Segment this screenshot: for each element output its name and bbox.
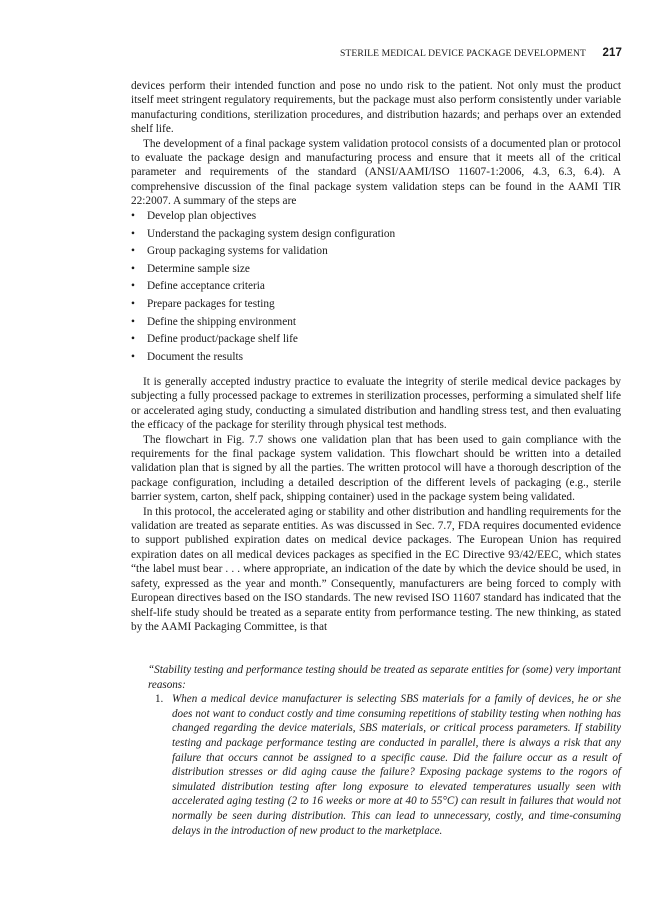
list-item: [131, 278, 621, 296]
step-text: Define acceptance criteria: [147, 280, 265, 293]
step-text: Document the results: [147, 350, 244, 363]
step-text: Define the shipping environment: [147, 315, 297, 328]
list-item: [131, 331, 621, 349]
bullet-icon: •: [131, 350, 135, 363]
bullet-icon: •: [131, 333, 135, 346]
block-quote: [148, 663, 621, 838]
step-text: Understand the packaging system design configuration: [147, 227, 396, 240]
body-paragraph-2: The flowchart in Fig. 7.7 shows one validation plan that has been used to gain compliance with the requirements for the final package system validation. This flowchart should be written into a detailed validation plan that is signed by all the parties. The written protocol will have a thorough description of the package configuration, including a detailed description of the different levels of packaging (e.g., sterile barrier system, carton, shelf pack, shipping container) used in the package system being validated.: [131, 433, 621, 504]
list-item: [131, 261, 621, 279]
list-item: [131, 226, 621, 244]
bullet-icon: •: [131, 245, 135, 258]
bullet-icon: •: [131, 227, 135, 240]
list-item: [131, 208, 621, 226]
bullet-icon: •: [131, 210, 135, 222]
list-item: [131, 314, 621, 332]
step-text: Prepare packages for testing: [147, 297, 275, 310]
bullet-icon: •: [131, 262, 135, 275]
bullet-icon: •: [131, 315, 135, 328]
step-text: Group packaging systems for validation: [147, 245, 328, 258]
step-text: Determine sample size: [147, 262, 250, 275]
intro-section: [131, 79, 621, 209]
quote-list: [148, 692, 621, 838]
running-title: STERILE MEDICAL DEVICE PACKAGE DEVELOPMENT: [340, 48, 586, 59]
step-text: Define product/package shelf life: [147, 333, 298, 346]
validation-steps-list: [131, 208, 621, 366]
quote-lead: “Stability testing and performance testing should be treated as separate entities for (some) very important reasons:: [148, 664, 621, 691]
bullet-icon: •: [131, 297, 135, 310]
quote-item-number: 1.: [155, 693, 164, 706]
body-section: [131, 375, 621, 634]
list-item: [131, 243, 621, 261]
quote-item-text: When a medical device manufacturer is selecting SBS materials for a family of devices, he or she does not want to conduct costly and time consuming repetitions of stability testing when nothing has changed regarding the device materials, SBS materials, or critical process parameters. If stability testing and package performance testing are conducted in parallel, there is always a risk that any failure that occurs cannot be assigned to a specific cause. Did the failure occur as a result of distribution stresses or did aging cause the failure? Exposing package systems to the rogors of simulated distribution testing after long exposure to elevated temperatures usually seen with accelerated aging testing (2 to 16 weeks or more at 40 to 55°C) can result in failures that would not normally be seen during distribution. This can lead to unnecessary, costly, and time-consuming delays in the introduction of new product to the marketplace.: [172, 693, 621, 837]
bullet-icon: •: [131, 280, 135, 293]
running-header: [62, 47, 622, 59]
body-paragraph-3: In this protocol, the accelerated aging or stability and other distribution and handling requirements for the validation are treated as separate entities. As was discussed in Sec. 7.7, FDA requires documented evidence to support published expiration dates on medical device packages. The European Union has required expiration dates on all medical devices packages as specified in the EC Directive 93/42/EEC, which states “the label must bear . . . where appropriate, an indication of the date by which the device should be used, in safety, expressed as the year and month.” Consequently, manufacturers are being forced to comply with European directives based on the ISO standards. The new revised ISO 11607 standard has indicated that the shelf-life study should be treated as a separate entity from performance testing. The new thinking, as stated by the AAMI Packaging Committee, is that: [131, 505, 621, 633]
list-item: [131, 296, 621, 314]
step-text: Develop plan objectives: [147, 210, 257, 222]
intro-paragraph-1: devices perform their intended function and pose no undo risk to the patient. Not only must the product itself meet stringent regulatory requirements, but the package must also perform consistently under variable manufacturing conditions, sterilization procedures, and distribution hazards; and perhaps over an extended shelf life.: [131, 80, 621, 136]
list-item: [148, 692, 621, 838]
list-item: [131, 349, 621, 367]
body-paragraph-1: It is generally accepted industry practice to evaluate the integrity of sterile medical device packages by subjecting a fully processed package to extremes in sterilization processes, performing a simulated shelf life or accelerated aging study, conducting a simulated distribution and handling stress test, and then evaluating the efficacy of the package for sterility through physical test methods.: [131, 376, 621, 432]
intro-paragraph-2: The development of a final package system validation protocol consists of a documented plan or protocol to evaluate the package design and manufacturing process and ensure that it meets all of the critical parameter and requirements of the standard (ANSI/AAMI/ISO 11607-1:2006, 4.3, 6.3, 6.4). A comprehensive discussion of the final package system validation steps can be found in the AAMI TIR 22:2007. A summary of the steps are: [131, 137, 621, 208]
page-number: 217: [602, 47, 622, 59]
